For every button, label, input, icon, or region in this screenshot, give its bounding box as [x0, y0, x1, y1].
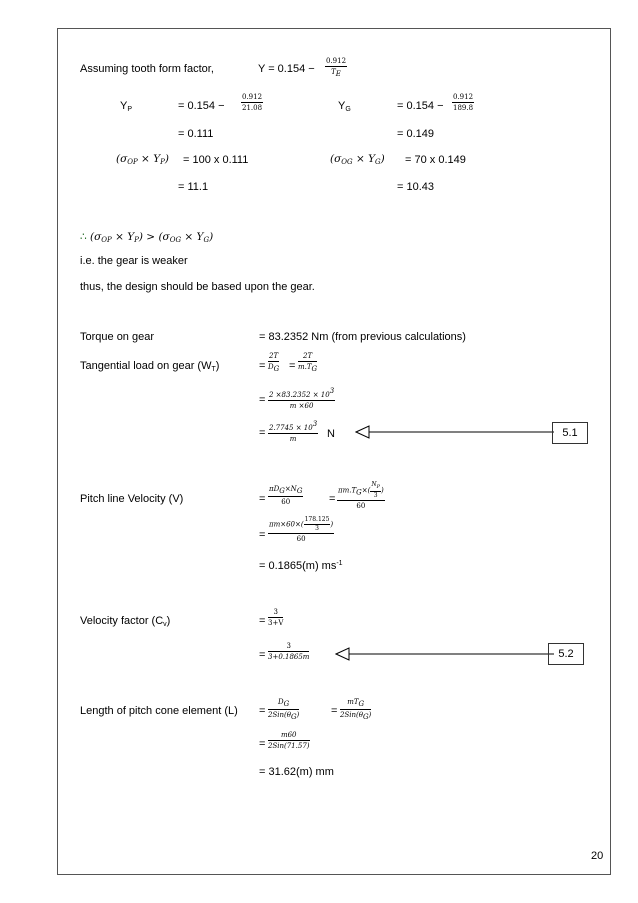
tooth-form-label: Assuming tooth form factor, [80, 63, 214, 75]
cone-fraction-3: m60 2Sin(71.57) [268, 731, 310, 750]
tangential-eq-1: = [259, 360, 266, 372]
velocity-factor-fraction-1: $\frac{3}{3+V}$ [268, 608, 284, 627]
comparison-inequality: ∴ $(\sigma_{OP} \times Y_P) > (\sigma_{OG} \times Y_G)$ [80, 231, 214, 244]
velocity-eq-2: = [329, 493, 336, 505]
cone-fraction-1: $D_G$ $2Sin(\theta_G)$ [268, 698, 300, 721]
pinion-y-result: = 0.111 [178, 128, 214, 140]
cone-result: = 31.62(m) mm [259, 766, 334, 778]
tooth-form-fraction: $\frac{0.912}{T_E}$ [326, 57, 347, 78]
tangential-fraction-1: $\frac{2T}{D_G}$ [268, 352, 280, 373]
comparison-line-1: i.e. the gear is weaker [80, 255, 188, 267]
tangential-fraction-4: $\frac{2.7745 \times 10^3}{m}$ [269, 420, 318, 443]
pinion-y-fraction: $\frac{0.912}{21.08}$ [242, 93, 263, 112]
tangential-eq-4: = [259, 427, 266, 439]
tangential-eq-2: = [289, 360, 296, 372]
velocity-factor-fraction-2: $\frac{3}{3+0.1865m}$ [268, 642, 310, 661]
velocity-fraction-3: πm×60×( $\frac{178.125}{3}$ ) 60 [269, 516, 334, 543]
gear-product-rhs: = 70 x 0.149 [405, 154, 466, 166]
velocity-fraction-2: $\pi m.T_G\times$( $\frac{N_P}{3}$ ) 60 [338, 481, 384, 510]
cone-eq-2: = [331, 705, 338, 717]
gear-y-eq: = 0.154 − [397, 100, 444, 112]
torque-label: Torque on gear [80, 331, 154, 343]
gear-y-label: $Y_G$ [338, 100, 351, 113]
velocity-eq-1: = [259, 493, 266, 505]
velocity-factor-eq-2: = [259, 649, 266, 661]
ref-arrow-5-2 [335, 647, 555, 661]
tangential-unit: N [327, 428, 335, 440]
velocity-factor-eq-1: = [259, 615, 266, 627]
velocity-eq-3: = [259, 529, 266, 541]
cone-fraction-2: $mT_G$ $2Sin(\theta_G)$ [340, 698, 372, 721]
velocity-factor-label: Velocity factor $(C_v)$ [80, 615, 171, 628]
pinion-y-label: $Y_P$ [120, 100, 133, 113]
pinion-y-eq: = 0.154 − [178, 100, 225, 112]
tangential-fraction-3: $\frac{2 \times 83.2352 \times 10^3}{m \times 60}$ [269, 387, 335, 410]
velocity-result: = 0.1865(m) $ms^{-1}$ [259, 560, 343, 572]
gear-product-result: = 10.43 [397, 181, 435, 193]
velocity-label: Pitch line Velocity (V) [80, 493, 184, 505]
pinion-product-result: = 11.1 [178, 181, 209, 193]
comparison-line-2: thus, the design should be based upon the gear. [80, 281, 315, 293]
pinion-product-lhs: $(\sigma_{OP} \times Y_P)$ [116, 153, 169, 166]
equation-ref-5-2: 5.2 [548, 643, 584, 665]
torque-value: = 83.2352 Nm (from previous calculations) [259, 331, 466, 343]
cone-label: Length of pitch cone element (L) [80, 705, 238, 717]
gear-y-fraction: $\frac{0.912}{189.8}$ [453, 93, 474, 112]
tangential-fraction-2: $\frac{2T}{m.T_G}$ [298, 352, 318, 373]
ref-arrow-5-1 [355, 425, 555, 439]
gear-product-lhs: $(\sigma_{OG} \times Y_G)$ [330, 153, 385, 166]
cone-eq-3: = [259, 738, 266, 750]
tangential-eq-3: = [259, 394, 266, 406]
tangential-label: Tangential load on gear $(W_T)$ [80, 360, 220, 373]
tooth-form-eq: Y = 0.154 − [258, 63, 315, 75]
velocity-fraction-1: $\pi D_G\times N_G$ 60 [269, 485, 303, 506]
equation-ref-5-1: 5.1 [552, 422, 588, 444]
page-number: 20 [591, 850, 604, 862]
cone-eq-1: = [259, 705, 266, 717]
gear-y-result: = 0.149 [397, 128, 435, 140]
pinion-product-rhs: = 100 x 0.111 [183, 154, 249, 166]
